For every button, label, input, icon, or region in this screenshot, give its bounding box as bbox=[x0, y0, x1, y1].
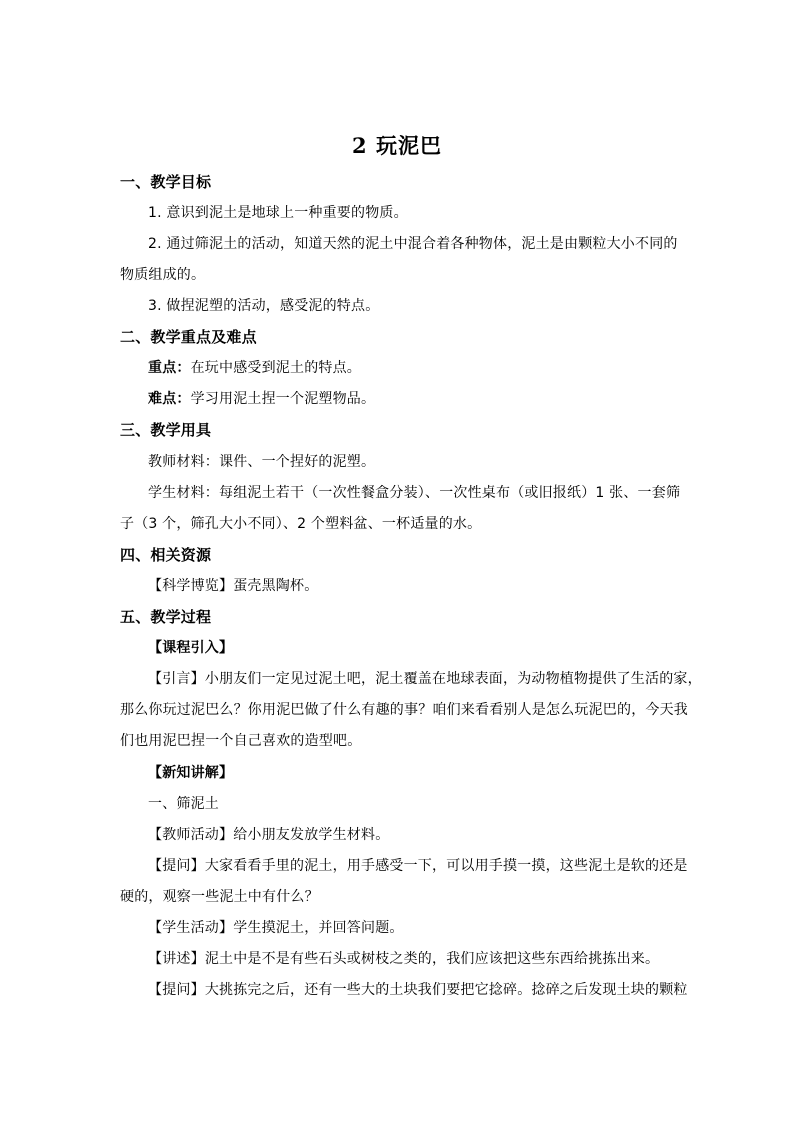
key-point-line bbox=[148, 358, 361, 378]
student-materials-line-1: 学生材料：每组泥土若干（一次性餐盒分装）、一次性桌布（或旧报纸）1 张、一套筛 bbox=[148, 485, 681, 501]
objective-item-2: 2. 通过筛泥土的活动，知道天然的泥土中混合着各种物体，泥土是由颗粒大小不同的 bbox=[148, 236, 678, 252]
intro-line-1 bbox=[148, 669, 702, 689]
objective-item-2-cont: 物质组成的。 bbox=[120, 267, 206, 283]
narration-label: 【讲述】 bbox=[148, 951, 205, 967]
student-activity-text: 学生摸泥土，并回答问题。 bbox=[233, 920, 404, 936]
section-heading-key-points: 二、教学重点及难点 bbox=[120, 328, 257, 346]
resource-text: 蛋壳黑陶杯。 bbox=[233, 578, 319, 594]
question-2-line-1 bbox=[148, 980, 688, 1000]
section-heading-resources: 四、相关资源 bbox=[120, 546, 212, 564]
narration-text: 泥土中是不是有些石头或树枝之类的，我们应该把这些东西给挑拣出来。 bbox=[204, 951, 660, 967]
section-heading-materials: 三、教学用具 bbox=[120, 421, 212, 439]
narration-line bbox=[148, 949, 659, 969]
difficulty-line bbox=[148, 389, 375, 409]
new-knowledge-label: 【新知讲解】 bbox=[148, 765, 234, 781]
question-2-text-1: 大挑拣完之后，还有一些大的土块我们要把它捻碎。捻碎之后发现土块的颗粒 bbox=[204, 982, 688, 998]
teacher-materials: 教师材料：课件、一个捏好的泥塑。 bbox=[148, 454, 376, 470]
difficulty-text: 学习用泥土捏一个泥塑物品。 bbox=[190, 391, 376, 407]
question-1-label: 【提问】 bbox=[148, 858, 205, 874]
teacher-activity-line bbox=[148, 825, 389, 845]
subheading-sieve-soil: 一、筛泥土 bbox=[148, 796, 219, 812]
intro-label: 【引言】 bbox=[148, 671, 205, 687]
objective-item-3: 3. 做捏泥塑的活动，感受泥的特点。 bbox=[148, 298, 380, 314]
page-title: 2 玩泥巴 bbox=[352, 133, 442, 158]
teacher-activity-label: 【教师活动】 bbox=[148, 827, 234, 843]
question-1-text-1: 大家看看手里的泥土，用手感受一下，可以用手摸一摸，这些泥土是软的还是 bbox=[204, 858, 688, 874]
question-1-line-2: 硬的，观察一些泥土中有什么？ bbox=[120, 889, 319, 905]
intro-text-1: 小朋友们一定见过泥土吧，泥土覆盖在地球表面，为动物植物提供了生活的家， bbox=[204, 671, 702, 687]
section-heading-process: 五、教学过程 bbox=[120, 608, 212, 626]
course-intro-label: 【课程引入】 bbox=[148, 640, 234, 656]
student-activity-label: 【学生活动】 bbox=[148, 920, 234, 936]
student-activity-line bbox=[148, 918, 404, 938]
difficulty-label: 难点： bbox=[148, 391, 191, 407]
student-materials-line-2: 子（3 个，筛孔大小不同）、2 个塑料盆、一杯适量的水。 bbox=[120, 516, 482, 532]
resource-line bbox=[148, 576, 318, 596]
teacher-activity-text: 给小朋友发放学生材料。 bbox=[233, 827, 390, 843]
resource-label: 【科学博览】 bbox=[148, 578, 234, 594]
intro-line-2: 那么你玩过泥巴么？你用泥巴做了什么有趣的事？咱们来看看别人是怎么玩泥巴的，今天我 bbox=[120, 702, 688, 718]
section-heading-objectives: 一、教学目标 bbox=[120, 173, 212, 191]
key-point-text: 在玩中感受到泥土的特点。 bbox=[190, 360, 362, 376]
question-1-line-1 bbox=[148, 856, 688, 876]
objective-item-1: 1. 意识到泥土是地球上一种重要的物质。 bbox=[148, 205, 408, 221]
key-point-label: 重点： bbox=[148, 360, 191, 376]
intro-line-3: 们也用泥巴捏一个自己喜欢的造型吧。 bbox=[120, 733, 362, 749]
question-2-label: 【提问】 bbox=[148, 982, 205, 998]
